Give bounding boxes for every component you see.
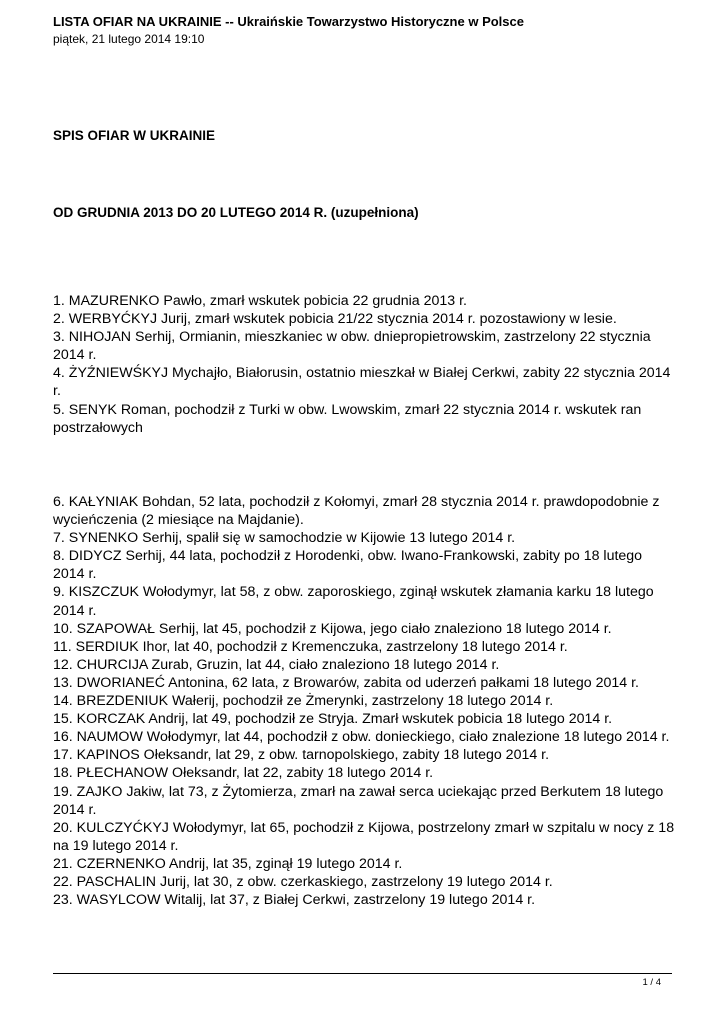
list-item: 12. CHURCIJA Zurab, Gruzin, lat 44, ciało znaleziono 18 lutego 2014 r. xyxy=(53,656,500,673)
list-item: 10. SZAPOWAŁ Serhij, lat 45, pochodził z Kijowa, jego ciało znaleziono 18 lutego 2014 r. xyxy=(53,620,612,637)
page-number: 1 / 4 xyxy=(642,977,661,988)
list-item: 11. SERDIUK Ihor, lat 40, pochodził z Kremenczuka, zastrzelony 18 lutego 2014 r. xyxy=(53,638,568,655)
section-heading-title: SPIS OFIAR W UKRAINIE xyxy=(53,128,216,143)
list-item: 21. CZERNENKO Andrij, lat 35, zginął 19 lutego 2014 r. xyxy=(53,855,403,872)
list-item: 5. SENYK Roman, pochodził z Turki w obw. Lwowskim, zmarł 22 stycznia 2014 r. wskutek ran postrzałowych xyxy=(53,401,642,436)
footer-divider xyxy=(53,973,672,974)
list-item: 8. DIDYCZ Serhij, 44 lata, pochodził z Horodenki, obw. Iwano-Frankowski, zabity po 18 lutego 2014 r. xyxy=(53,548,643,583)
victims-list-part-2 xyxy=(53,493,675,909)
list-item: 20. KULCZYĆKYJ Wołodymyr, lat 65, pochodził z Kijowa, postrzelony zmarł w szpitalu w nocy z 18 na 19 lutego 2014 r. xyxy=(53,819,675,854)
list-item: 7. SYNENKO Serhij, spalił się w samochodzie w Kijowie 13 lutego 2014 r. xyxy=(53,530,516,547)
list-item: 15. KORCZAK Andrij, lat 49, pochodził ze Stryja. Zmarł wskutek pobicia 18 lutego 2014 r. xyxy=(53,711,613,728)
list-item: 6. KAŁYNIAK Bohdan, 52 lata, pochodził z Kołomyi, zmarł 28 stycznia 2014 r. prawdopodobnie z wycieńczenia (2 miesiące na Majdanie). xyxy=(53,494,660,529)
list-item: 19. ZAJKO Jakiw, lat 73, z Żytomierza, zmarł na zawał serca uciekając przed Berkutem 18 lutego 2014 r. xyxy=(53,783,664,818)
victims-list-part-1 xyxy=(53,292,675,437)
list-item: 17. KAPINOS Ołeksandr, lat 29, z obw. tarnopolskiego, zabity 18 lutego 2014 r. xyxy=(53,747,550,764)
list-item: 3. NIHOJAN Serhij, Ormianin, mieszkaniec w obw. dniepropietrowskim, zastrzelony 22 stycznia 2014 r. xyxy=(53,329,651,364)
section-heading-period: OD GRUDNIA 2013 DO 20 LUTEGO 2014 R. (uzupełniona) xyxy=(53,205,419,220)
list-item: 16. NAUMOW Wołodymyr, lat 44, pochodził z obw. donieckiego, ciało znalezione 18 lutego 2014 r. xyxy=(53,729,670,746)
document-header-title: LISTA OFIAR NA UKRAINIE -- Ukraińskie Towarzystwo Historyczne w Polsce xyxy=(53,14,524,29)
list-item: 23. WASYLCOW Witalij, lat 37, z Białej Cerkwi, zastrzelony 19 lutego 2014 r. xyxy=(53,892,536,909)
list-item: 9. KISZCZUK Wołodymyr, lat 58, z obw. zaporoskiego, zginął wskutek złamania karku 18 lutego 2014 r. xyxy=(53,584,654,619)
list-item: 1. MAZURENKO Pawło, zmarł wskutek pobicia 22 grudnia 2013 r. xyxy=(53,293,467,309)
document-header-date: piątek, 21 lutego 2014 19:10 xyxy=(53,32,205,46)
list-item: 4. ŻYŹNIEWŚKYJ Mychajło, Białorusin, ostatnio mieszkał w Białej Cerkwi, zabity 22 stycznia 2014 r. xyxy=(53,365,671,400)
list-item: 13. DWORIANEĆ Antonina, 62 lata, z Browarów, zabita od uderzeń pałkami 18 lutego 2014 r. xyxy=(53,674,639,691)
list-item: 18. PŁECHANOW Ołeksandr, lat 22, zabity 18 lutego 2014 r. xyxy=(53,765,434,782)
list-item: 2. WERBYĆKYJ Jurij, zmarł wskutek pobicia 21/22 stycznia 2014 r. pozostawiony w lesie. xyxy=(53,311,617,328)
list-item: 22. PASCHALIN Jurij, lat 30, z obw. czerkaskiego, zastrzelony 19 lutego 2014 r. xyxy=(53,873,553,890)
list-item: 14. BREZDENIUK Wałerij, pochodził ze Żmerynki, zastrzelony 18 lutego 2014 r. xyxy=(53,693,554,710)
